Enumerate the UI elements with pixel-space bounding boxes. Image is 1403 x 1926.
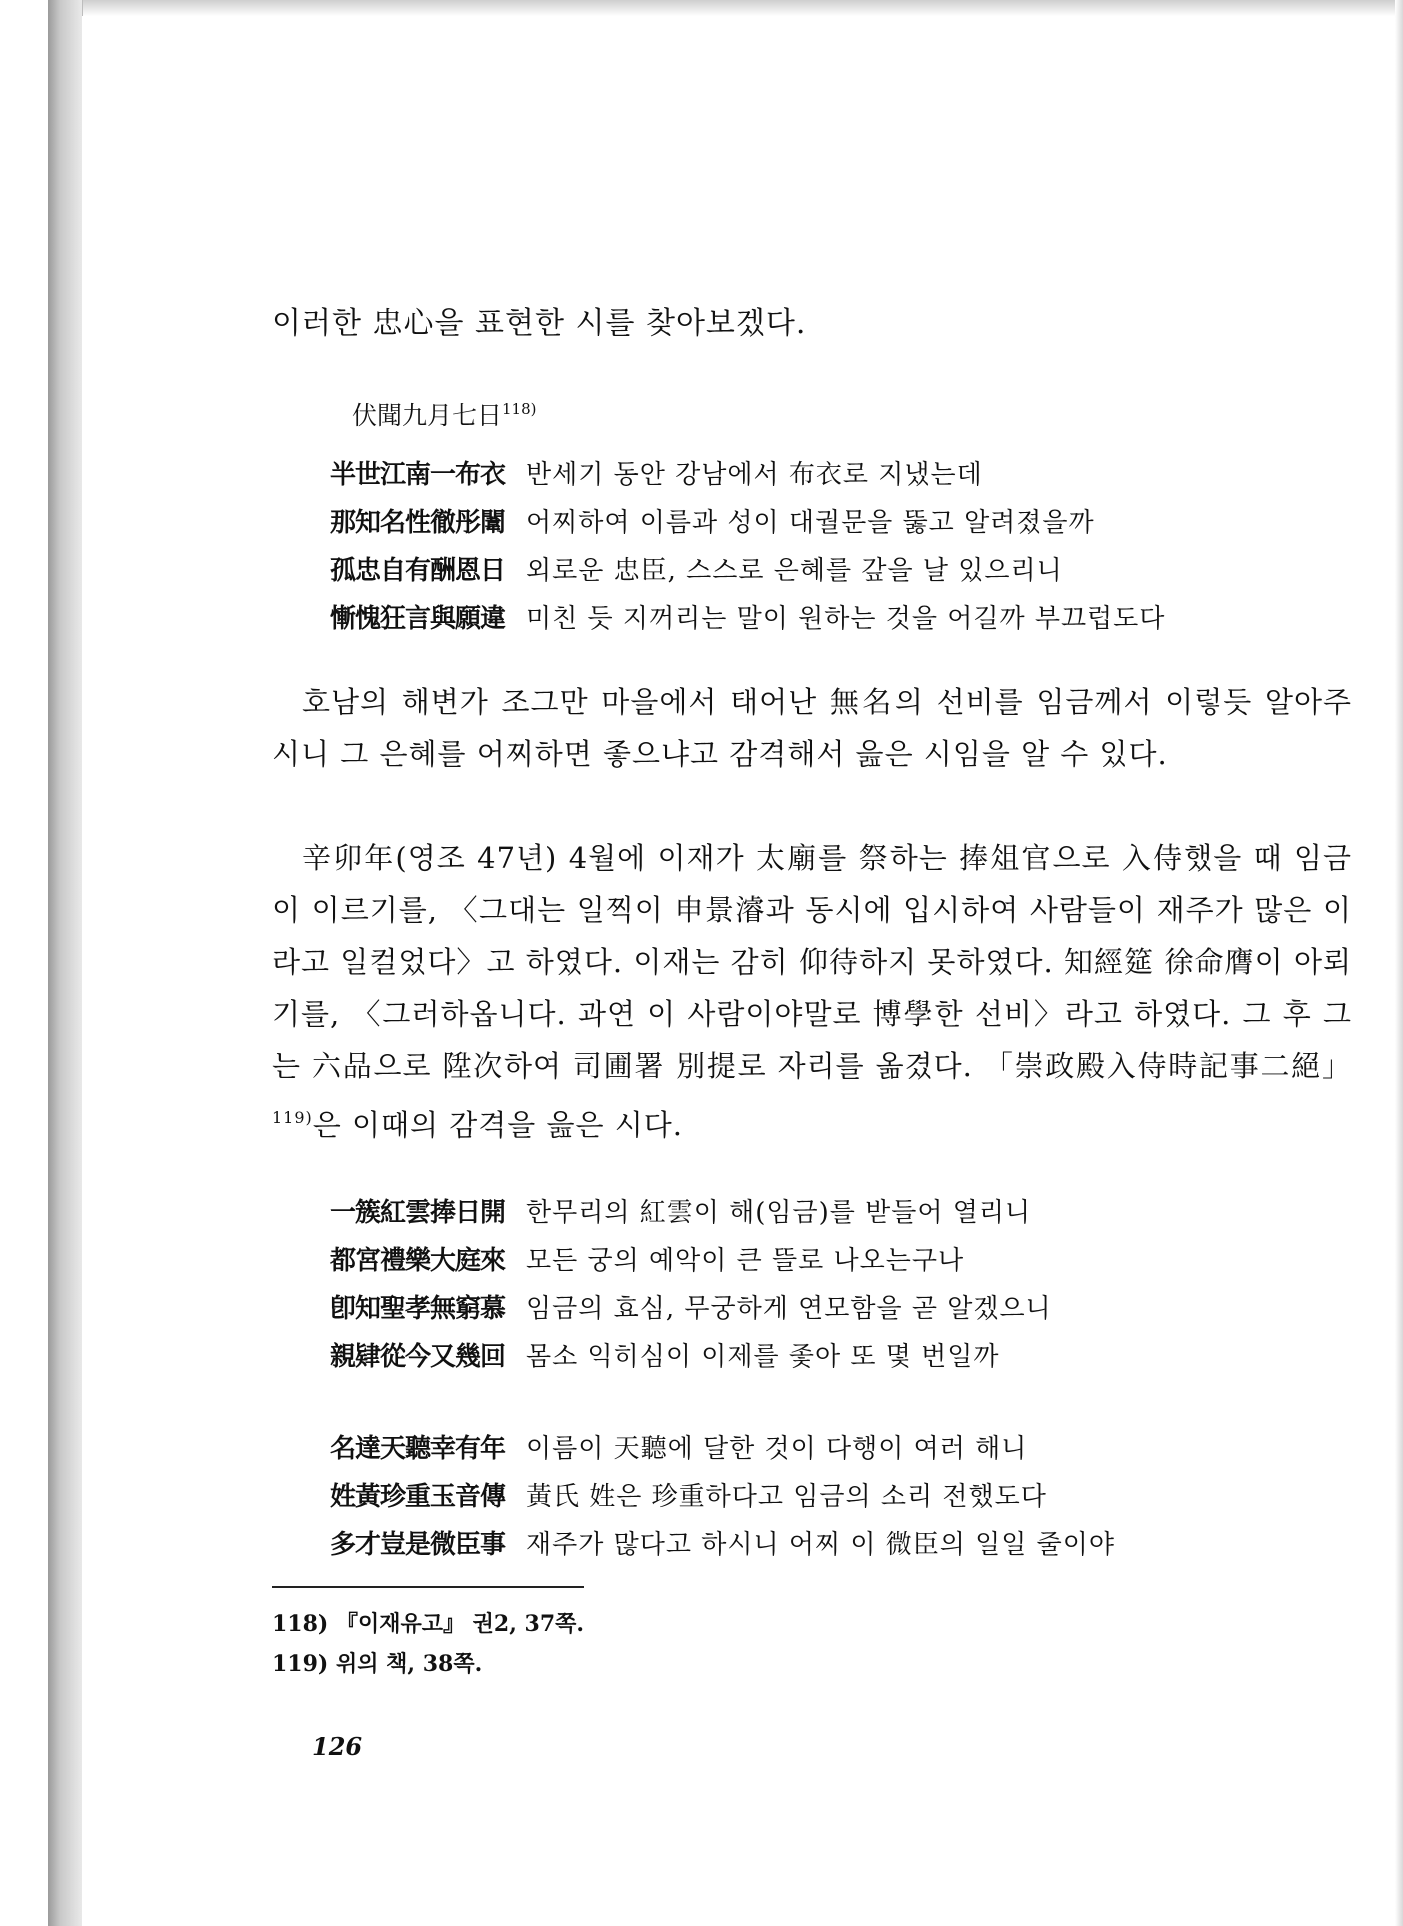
poem-3 <box>330 1422 1115 1566</box>
poem-title-text: 伏聞九月七日 <box>352 401 503 430</box>
poem-line-korean: 어찌하여 이름과 성이 대궐문을 뚫고 알려졌을까 <box>526 507 1095 538</box>
footnote-118: 118) 『이재유고』 권2, 37쪽. <box>272 1611 585 1637</box>
book-page <box>82 16 1395 1926</box>
page-edge-left <box>48 0 83 1926</box>
footnote-ref-119: 119) <box>272 1108 313 1127</box>
poem-line <box>330 496 1165 544</box>
poem-line <box>330 1470 1115 1518</box>
footnote-rule <box>272 1586 584 1588</box>
poem-line <box>330 592 1165 640</box>
poem-line <box>330 544 1165 592</box>
poem-line-hanja: 親肄從今又幾回 <box>330 1341 506 1372</box>
poem-1 <box>330 448 1165 640</box>
poem-line-hanja: 卽知聖孝無窮慕 <box>330 1293 506 1324</box>
poem-line-hanja: 多才豈是微臣事 <box>330 1529 506 1560</box>
poem-line-korean: 재주가 많다고 하시니 어찌 이 微臣의 일일 줄이야 <box>526 1529 1115 1560</box>
poem-line <box>330 1282 1052 1330</box>
poem-line-korean: 몸소 익히심이 이제를 좇아 또 몇 번일까 <box>526 1341 1000 1372</box>
poem-line-hanja: 慚愧狂言與願違 <box>330 603 506 634</box>
poem-line <box>330 1518 1115 1566</box>
poem-line-korean: 한무리의 紅雲이 해(임금)를 받들어 열리니 <box>526 1197 1032 1228</box>
poem-line-hanja: 姓黃珍重玉音傳 <box>330 1481 506 1512</box>
paragraph-2-main: 辛卯年(영조 47년) 4월에 이재가 太廟를 祭하는 捧俎官으로 入侍했을 때 임금이 이르기를, 〈그대는 일찍이 申景濬과 동시에 입시하여 사람들이 재주가 많은 이라고 일컬었다〉고 하였다. 이재는 감히 仰待하지 못하였다. 知經筵 徐命膺이 아뢰기를, 〈그러하옵니다. 과연 이 사람이야말로 博學한 선비〉라고 하였다. 그 후 그는 六品으로 陞次하여 司圃署 別提로 자리를 옮겼다. 「崇政殿入侍時記事二絕」 <box>272 841 1352 1083</box>
poem-line-hanja: 一簇紅雲捧日開 <box>330 1197 506 1228</box>
footnote-ref-118: 118) <box>502 400 537 418</box>
poem-line-hanja: 孤忠自有酬恩日 <box>330 555 506 586</box>
poem-2 <box>330 1186 1052 1378</box>
poem-line-hanja: 那知名性徹彤闈 <box>330 507 506 538</box>
poem-line-korean: 모든 궁의 예악이 큰 뜰로 나오는구나 <box>526 1245 965 1276</box>
poem-line-korean: 黃氏 姓은 珍重하다고 임금의 소리 전했도다 <box>526 1481 1047 1512</box>
poem-line-korean: 반세기 동안 강남에서 布衣로 지냈는데 <box>526 459 983 490</box>
footnotes <box>272 1604 584 1684</box>
poem-line-hanja: 都宮禮樂大庭來 <box>330 1245 506 1276</box>
poem-line <box>330 1234 1052 1282</box>
poem-line-korean: 외로운 忠臣, 스스로 은혜를 갚을 날 있으리니 <box>526 555 1063 586</box>
footnote-119: 119) 위의 책, 38쪽. <box>272 1651 483 1677</box>
intro-sentence: 이러한 忠心을 표현한 시를 찾아보겠다. <box>272 306 807 341</box>
paragraph-2-end: 은 이때의 감격을 읊은 시다. <box>312 1108 684 1142</box>
poem-line-hanja: 名達天聽幸有年 <box>330 1433 506 1464</box>
poem-line <box>330 1330 1052 1378</box>
paragraph-1-text: 호남의 해변가 조그만 마을에서 태어난 無名의 선비를 임금께서 이렇듯 알아주시니 그 은혜를 어찌하면 좋으냐고 감격해서 읊은 시임을 알 수 있다. <box>272 685 1352 771</box>
page-number: 126 <box>312 1732 363 1761</box>
poem-line-hanja: 半世江南一布衣 <box>330 459 506 490</box>
poem-line-korean: 이름이 天聽에 달한 것이 다행이 여러 해니 <box>526 1433 1028 1464</box>
poem-title <box>352 396 537 432</box>
page-edge-top <box>48 0 1403 16</box>
poem-line <box>330 1422 1115 1470</box>
poem-line-korean: 미친 듯 지꺼리는 말이 원하는 것을 어길까 부끄럽도다 <box>526 603 1166 634</box>
poem-line <box>330 448 1165 496</box>
poem-line <box>330 1186 1052 1234</box>
poem-line-korean: 임금의 효심, 무궁하게 연모함을 곧 알겠으니 <box>526 1293 1052 1324</box>
paragraph-1 <box>272 676 1352 780</box>
page-shadow-right <box>1395 0 1403 1926</box>
paragraph-2 <box>272 832 1352 1151</box>
paragraph-2-text <box>272 832 1352 1151</box>
